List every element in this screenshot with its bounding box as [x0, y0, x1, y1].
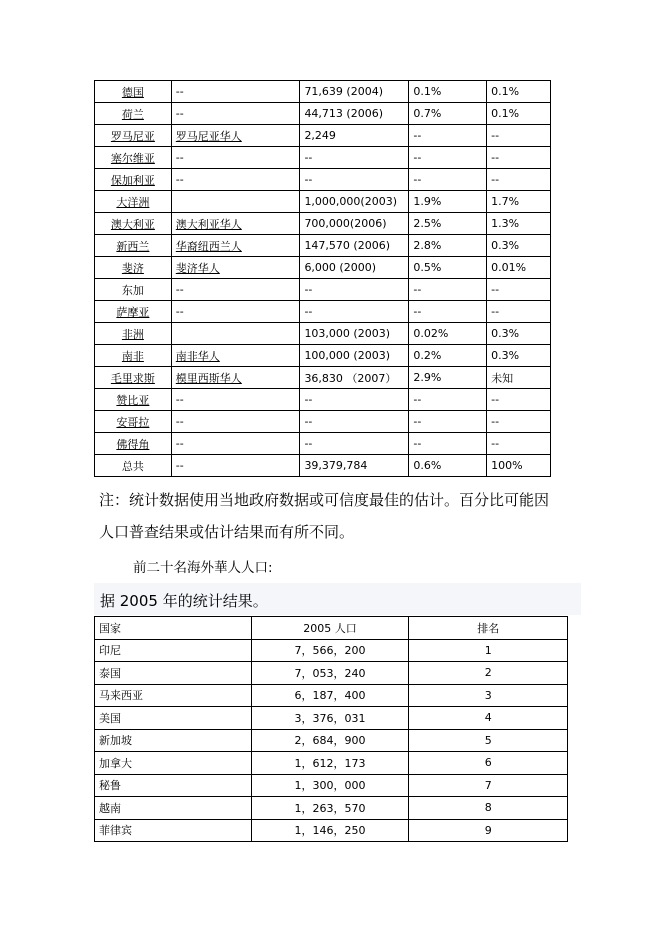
community-cell: -- — [171, 433, 300, 455]
column-header: 2005 人口 — [251, 617, 409, 640]
community-cell: -- — [171, 103, 300, 125]
share-of-local-cell: 0.2% — [409, 345, 487, 367]
share-of-local-cell: -- — [409, 389, 487, 411]
region-cell: 澳大利亚 — [95, 213, 172, 235]
share-of-local-cell: 0.1% — [409, 81, 487, 103]
community-cell: 模里西斯华人 — [171, 367, 300, 389]
population-2005-cell: 1，146，250 — [251, 819, 409, 842]
population-cell: 44,713 (2006) — [300, 103, 409, 125]
share-of-local-cell: -- — [409, 433, 487, 455]
community-cell: -- — [171, 169, 300, 191]
community-cell: -- — [171, 389, 300, 411]
share-of-local-cell: 1.9% — [409, 191, 487, 213]
table-row — [95, 235, 551, 257]
share-of-total-cell: -- — [487, 125, 551, 147]
rank-cell: 8 — [409, 797, 568, 820]
population-cell: 103,000 (2003) — [300, 323, 409, 345]
region-cell: 塞尔维亚 — [95, 147, 172, 169]
share-of-local-cell: -- — [409, 169, 487, 191]
table-row — [95, 455, 551, 477]
population-2005-cell: 7，566，200 — [251, 639, 409, 662]
table-row — [95, 797, 568, 820]
share-of-total-cell: 0.3% — [487, 345, 551, 367]
column-header: 国家 — [95, 617, 252, 640]
column-header: 排名 — [409, 617, 568, 640]
community-cell: -- — [171, 279, 300, 301]
share-of-total-cell: 100% — [487, 455, 551, 477]
table-row — [95, 279, 551, 301]
share-of-total-cell: 0.1% — [487, 103, 551, 125]
share-of-total-cell: 0.1% — [487, 81, 551, 103]
population-2005-cell: 7，053，240 — [251, 662, 409, 685]
community-cell: -- — [171, 455, 300, 477]
share-of-total-cell: 1.7% — [487, 191, 551, 213]
table-row — [95, 213, 551, 235]
region-cell: 大洋洲 — [95, 191, 172, 213]
share-of-local-cell: 0.6% — [409, 455, 487, 477]
population-cell: -- — [300, 389, 409, 411]
population-cell: -- — [300, 147, 409, 169]
region-cell: 罗马尼亚 — [95, 125, 172, 147]
table-row — [95, 774, 568, 797]
population-2005-cell: 1，300，000 — [251, 774, 409, 797]
population-cell: -- — [300, 433, 409, 455]
share-of-local-cell: 0.02% — [409, 323, 487, 345]
table-row — [95, 639, 568, 662]
population-2005-cell: 2，684，900 — [251, 729, 409, 752]
rank-cell: 1 — [409, 639, 568, 662]
community-cell — [171, 191, 300, 213]
top-overseas-chinese-population-table — [94, 616, 568, 842]
share-of-local-cell: 2.5% — [409, 213, 487, 235]
community-cell: 罗马尼亚华人 — [171, 125, 300, 147]
population-cell: -- — [300, 411, 409, 433]
share-of-local-cell: 2.9% — [409, 367, 487, 389]
share-of-total-cell: -- — [487, 433, 551, 455]
rank-cell: 6 — [409, 752, 568, 775]
top-twenty-heading: 前二十名海外華人人口: — [133, 560, 273, 576]
share-of-total-cell: 1.3% — [487, 213, 551, 235]
table-row — [95, 367, 551, 389]
country-cell: 美国 — [95, 707, 252, 730]
rank-cell: 3 — [409, 684, 568, 707]
table-row — [95, 301, 551, 323]
community-cell: -- — [171, 81, 300, 103]
region-cell: 萨摩亚 — [95, 301, 172, 323]
population-2005-cell: 1，263，570 — [251, 797, 409, 820]
country-cell: 新加坡 — [95, 729, 252, 752]
table-row — [95, 411, 551, 433]
region-cell: 赞比亚 — [95, 389, 172, 411]
share-of-total-cell: 0.3% — [487, 323, 551, 345]
table-row — [95, 752, 568, 775]
share-of-local-cell: -- — [409, 147, 487, 169]
region-cell: 斐济 — [95, 257, 172, 279]
share-of-local-cell: -- — [409, 125, 487, 147]
population-cell: 700,000(2006) — [300, 213, 409, 235]
table-row — [95, 257, 551, 279]
table-header-row — [95, 617, 568, 640]
country-cell: 泰国 — [95, 662, 252, 685]
community-cell: 斐济华人 — [171, 257, 300, 279]
table-row — [95, 103, 551, 125]
table-row — [95, 389, 551, 411]
region-cell: 安哥拉 — [95, 411, 172, 433]
share-of-total-cell: -- — [487, 169, 551, 191]
rank-cell: 7 — [409, 774, 568, 797]
region-cell: 毛里求斯 — [95, 367, 172, 389]
population-cell: -- — [300, 169, 409, 191]
population-2005-cell: 6，187，400 — [251, 684, 409, 707]
table-row — [95, 81, 551, 103]
population-cell: 39,379,784 — [300, 455, 409, 477]
table-row — [95, 147, 551, 169]
population-cell: 100,000 (2003) — [300, 345, 409, 367]
rank-cell: 5 — [409, 729, 568, 752]
region-cell: 新西兰 — [95, 235, 172, 257]
population-2005-cell: 1，612，173 — [251, 752, 409, 775]
table-row — [95, 819, 568, 842]
country-cell: 越南 — [95, 797, 252, 820]
share-of-total-cell: -- — [487, 147, 551, 169]
region-cell: 荷兰 — [95, 103, 172, 125]
share-of-total-cell: -- — [487, 389, 551, 411]
table-row — [95, 169, 551, 191]
population-cell: -- — [300, 279, 409, 301]
share-of-local-cell: 2.8% — [409, 235, 487, 257]
share-of-total-cell: 0.3% — [487, 235, 551, 257]
table-row — [95, 707, 568, 730]
community-cell: -- — [171, 147, 300, 169]
region-cell: 总共 — [95, 455, 172, 477]
share-of-total-cell: -- — [487, 279, 551, 301]
community-cell: 华裔纽西兰人 — [171, 235, 300, 257]
region-cell: 德国 — [95, 81, 172, 103]
statistics-year-statement: 据 2005 年的统计结果。 — [100, 592, 268, 610]
country-cell: 加拿大 — [95, 752, 252, 775]
share-of-total-cell: -- — [487, 411, 551, 433]
country-cell: 印尼 — [95, 639, 252, 662]
country-cell: 秘鲁 — [95, 774, 252, 797]
region-cell: 东加 — [95, 279, 172, 301]
overseas-chinese-by-country-table — [94, 80, 551, 477]
note-line-1: 注：统计数据使用当地政府数据或可信度最佳的估计。百分比可能因 — [99, 491, 550, 509]
rank-cell: 4 — [409, 707, 568, 730]
share-of-local-cell: 0.7% — [409, 103, 487, 125]
population-2005-cell: 3，376，031 — [251, 707, 409, 730]
rank-cell: 9 — [409, 819, 568, 842]
country-cell: 菲律宾 — [95, 819, 252, 842]
share-of-local-cell: 0.5% — [409, 257, 487, 279]
table-row — [95, 125, 551, 147]
table-row — [95, 345, 551, 367]
table-row — [95, 662, 568, 685]
population-cell: 2,249 — [300, 125, 409, 147]
country-cell: 马来西亚 — [95, 684, 252, 707]
community-cell — [171, 323, 300, 345]
share-of-local-cell: -- — [409, 279, 487, 301]
table-row — [95, 191, 551, 213]
community-cell: 澳大利亚华人 — [171, 213, 300, 235]
share-of-local-cell: -- — [409, 411, 487, 433]
community-cell: -- — [171, 301, 300, 323]
region-cell: 佛得角 — [95, 433, 172, 455]
region-cell: 南非 — [95, 345, 172, 367]
region-cell: 非洲 — [95, 323, 172, 345]
population-cell: 147,570 (2006) — [300, 235, 409, 257]
population-cell: -- — [300, 301, 409, 323]
table-row — [95, 684, 568, 707]
table-row — [95, 729, 568, 752]
share-of-total-cell: 0.01% — [487, 257, 551, 279]
region-cell: 保加利亚 — [95, 169, 172, 191]
population-cell: 36,830 （2007） — [300, 367, 409, 389]
table-row — [95, 433, 551, 455]
table-row — [95, 323, 551, 345]
rank-cell: 2 — [409, 662, 568, 685]
population-cell: 6,000 (2000) — [300, 257, 409, 279]
population-cell: 71,639 (2004) — [300, 81, 409, 103]
community-cell: -- — [171, 411, 300, 433]
note-line-2: 人口普查结果或估计结果而有所不同。 — [99, 523, 355, 541]
population-cell: 1,000,000(2003) — [300, 191, 409, 213]
share-of-total-cell: 未知 — [487, 367, 551, 389]
community-cell: 南非华人 — [171, 345, 300, 367]
share-of-total-cell: -- — [487, 301, 551, 323]
share-of-local-cell: -- — [409, 301, 487, 323]
